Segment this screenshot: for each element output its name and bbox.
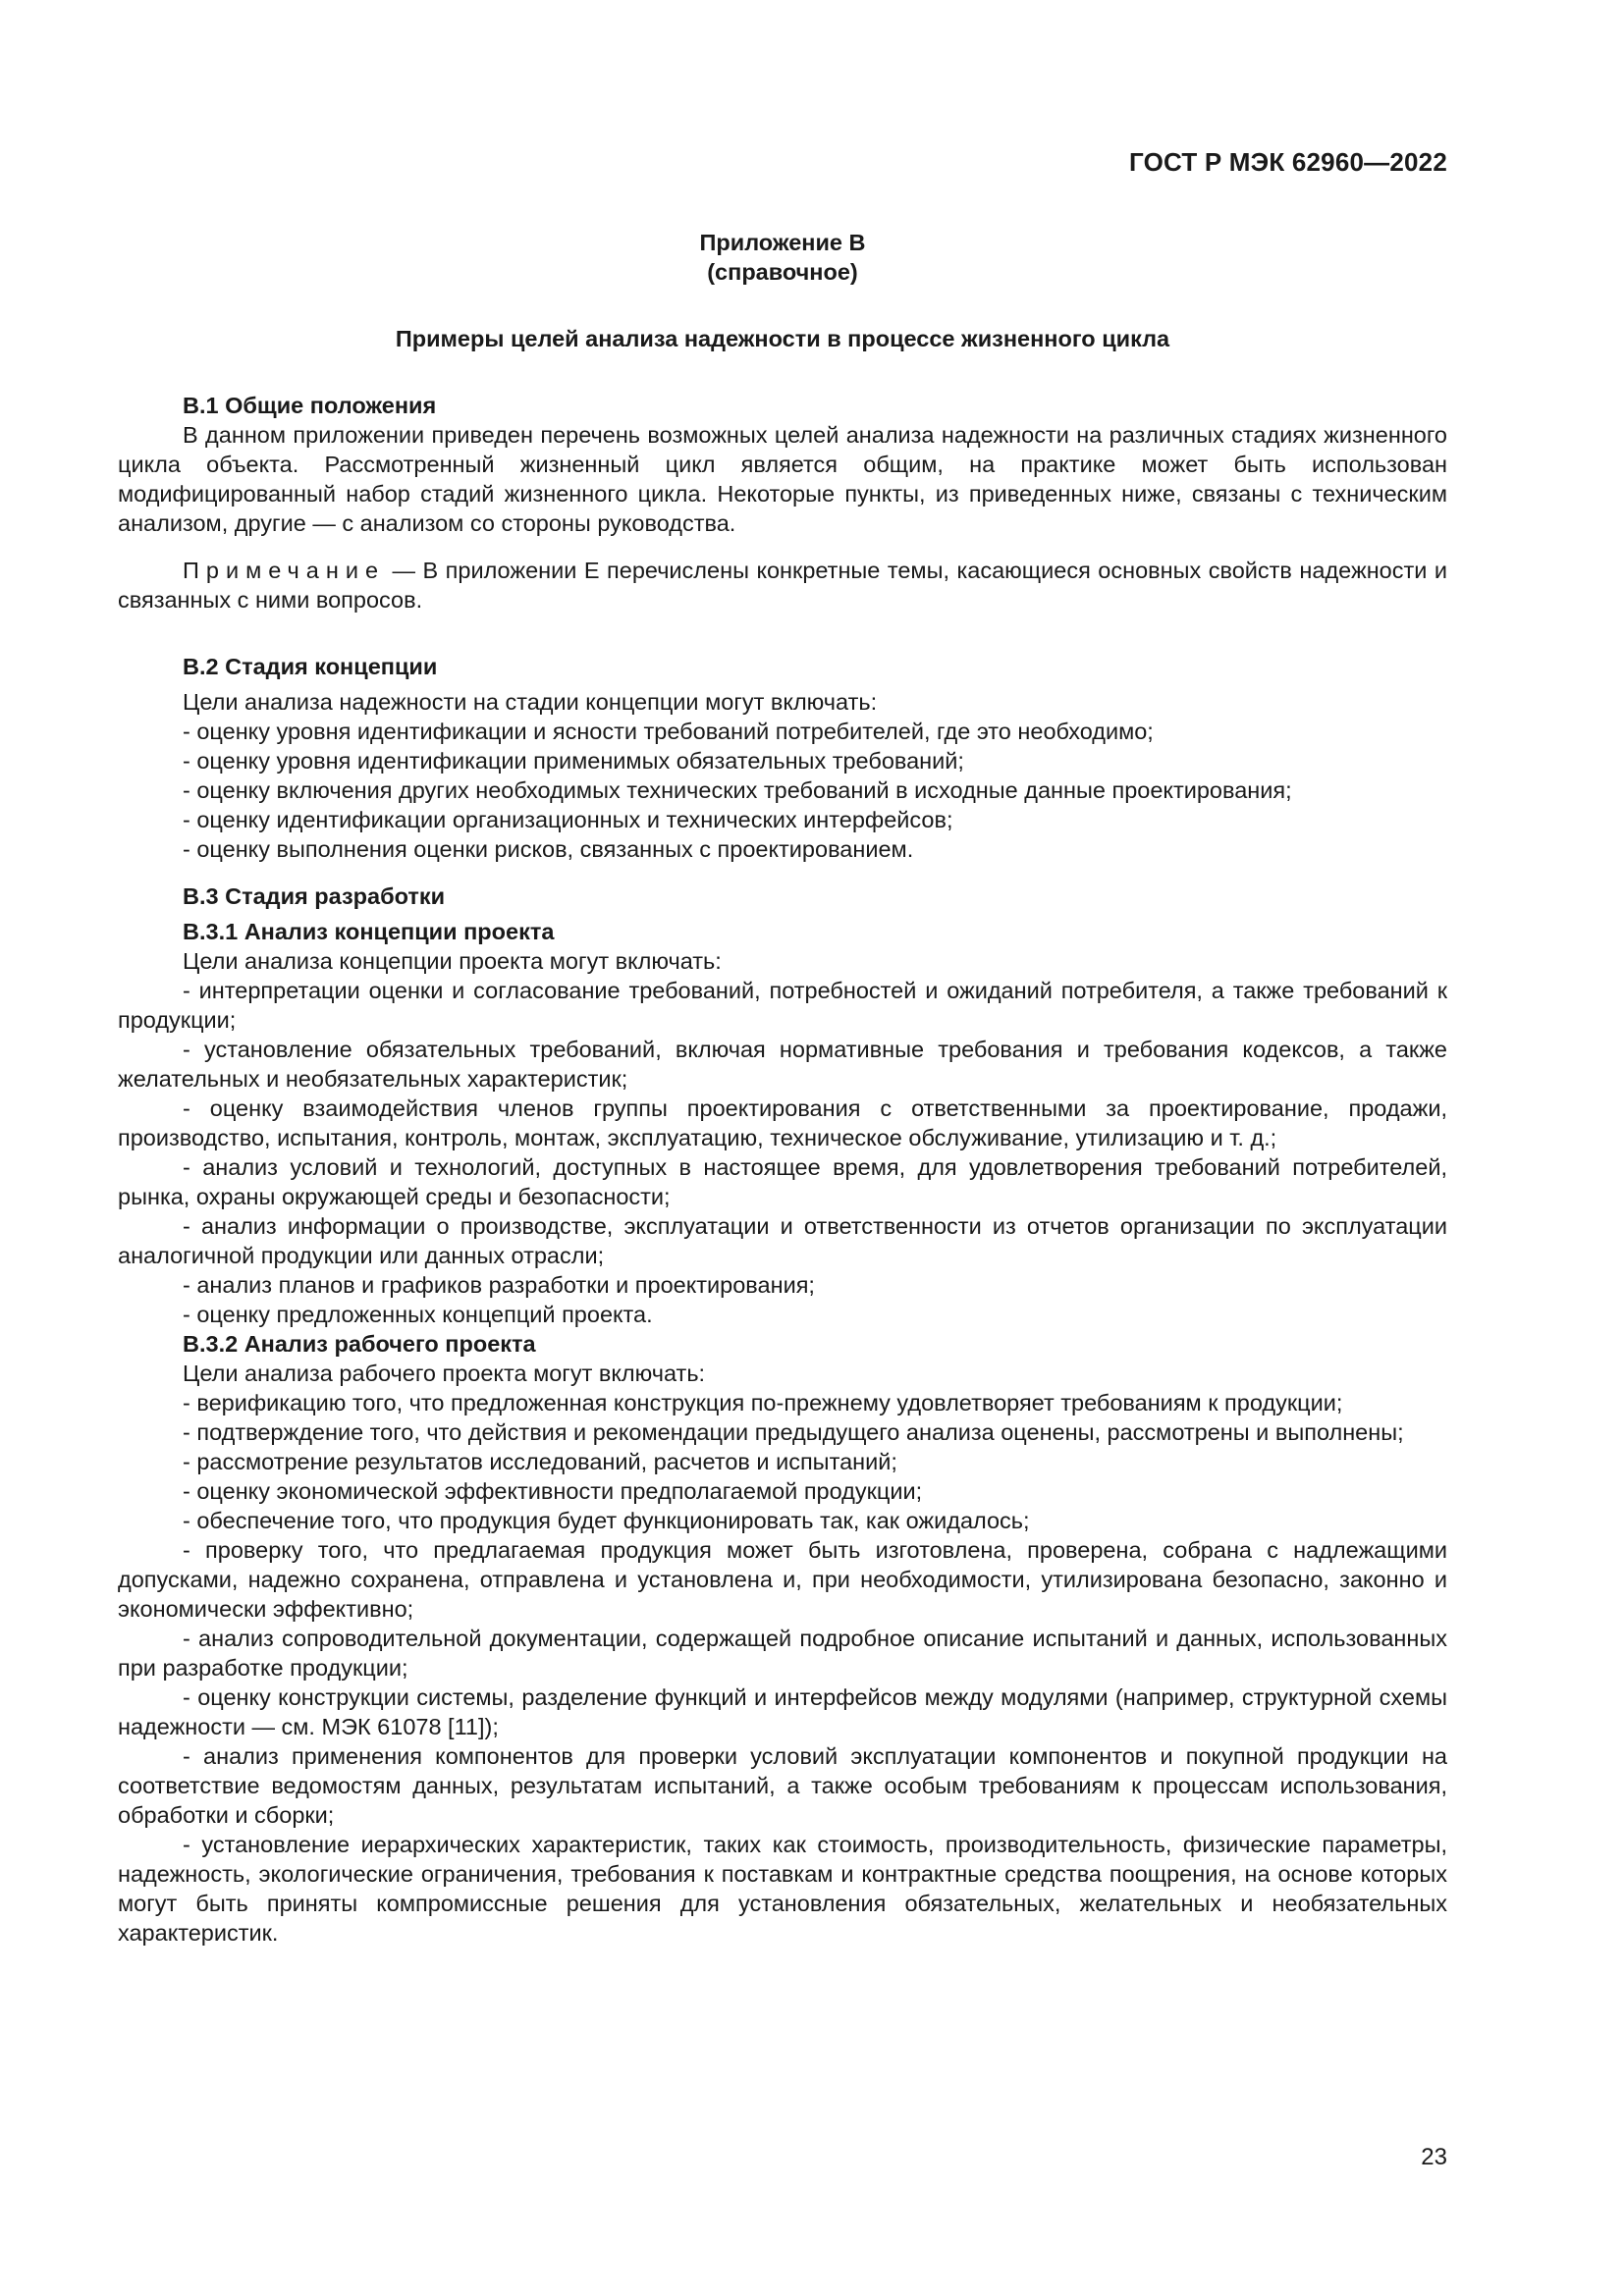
note-label: Примечание (183, 558, 386, 583)
section-b31-heading: В.3.1 Анализ концепции проекта (183, 919, 555, 944)
section-b2-heading: В.2 Стадия концепции (183, 654, 438, 679)
section-b2-intro: Цели анализа надежности на стадии концепции могут включать: (183, 689, 878, 715)
list-item: - проверку того, что предлагаемая продукция может быть изготовлена, проверена, собрана с надлежащими допусками, надежно сохранена, отправлена и установлена и, при необходимости, утилизирована безопасно, законно и экономически эффективно; (118, 1537, 1447, 1622)
list-item: - оценку конструкции системы, разделение функций и интерфейсов между модулями (например, структурной схемы надежности — см. МЭК 61078 [11]); (118, 1684, 1447, 1739)
list-item: - анализ применения компонентов для проверки условий эксплуатации компонентов и покупной продукции на соответствие ведомостям данных, результатам испытаний, а также особым требованиям к процессам использования, обработки и сборки; (118, 1743, 1447, 1828)
list-item: - оценку предложенных концепций проекта. (183, 1302, 653, 1327)
list-item: - оценку уровня идентификации и ясности требований потребителей, где это необходимо; (183, 719, 1154, 744)
list-item: - оценку выполнения оценки рисков, связанных с проектированием. (183, 836, 914, 862)
list-item: - подтверждение того, что действия и рекомендации предыдущего анализа оценены, рассмотрены и выполнены; (183, 1419, 1404, 1445)
appendix-heading: Примеры целей анализа надежности в процессе жизненного цикла (395, 326, 1170, 351)
section-b1-heading: В.1 Общие положения (183, 393, 437, 418)
appendix-type: (справочное) (707, 259, 858, 285)
list-item: - анализ условий и технологий, доступных в настоящее время, для удовлетворения требований потребителей, рынка, охраны окружающей среды и безопасности; (118, 1154, 1447, 1209)
list-item: - рассмотрение результатов исследований, расчетов и испытаний; (183, 1449, 897, 1474)
list-item: - оценку взаимодействия членов группы проектирования с ответственными за проектирование, продажи, производство, испытания, контроль, монтаж, эксплуатацию, техническое обслуживание, утилизацию и т. д.; (118, 1095, 1447, 1150)
section-b32-intro: Цели анализа рабочего проекта могут включать: (183, 1361, 706, 1386)
appendix-title: Приложение В (699, 230, 866, 255)
section-b32-heading: В.3.2 Анализ рабочего проекта (183, 1331, 536, 1357)
list-item: - анализ планов и графиков разработки и проектирования; (183, 1272, 815, 1298)
section-b1-paragraph: В данном приложении приведен перечень возможных целей анализа надежности на различных стадиях жизненного цикла объекта. Рассмотренный жизненный цикл является общим, на практике может быть использован модифицированный набор стадий жизненного цикла. Некоторые пункты, из приведенных ниже, связаны с техническим анализом, другие — с анализом со стороны руководства. (118, 422, 1447, 536)
list-item: - обеспечение того, что продукция будет функционировать так, как ожидалось; (183, 1508, 1030, 1533)
list-item: - установление иерархических характеристик, таких как стоимость, производительность, физические параметры, надежность, экологические ограничения, требования к поставкам и контрактные средства поощрения, на основе которых могут быть приняты компромиссные решения для установления обязательных, желательных и необязательных характеристик. (118, 1832, 1447, 1946)
document-id: ГОСТ Р МЭК 62960—2022 (1128, 147, 1447, 177)
list-item: - установление обязательных требований, включая нормативные требования и требования кодексов, а также желательных и необязательных характеристик; (118, 1037, 1447, 1092)
list-item: - анализ сопроводительной документации, содержащей подробное описание испытаний и данных, использованных при разработке продукции; (118, 1626, 1447, 1681)
list-item: - оценку включения других необходимых технических требований в исходные данные проектирования; (183, 777, 1292, 803)
list-item: - интерпретации оценки и согласование требований, потребностей и ожиданий потребителя, а также требований к продукции; (118, 978, 1447, 1033)
section-b3-heading: В.3 Стадия разработки (183, 883, 446, 909)
page-content (118, 228, 1447, 1948)
list-item: - оценку экономической эффективности предполагаемой продукции; (183, 1478, 923, 1504)
section-b31-intro: Цели анализа концепции проекта могут включать: (183, 948, 722, 974)
list-item: - верификацию того, что предложенная конструкция по-прежнему удовлетворяет требованиям к продукции; (183, 1390, 1343, 1415)
page-number: 23 (1421, 2144, 1447, 2170)
list-item: - оценку уровня идентификации применимых обязательных требований; (183, 748, 964, 774)
note-text: — В приложении Е перечислены конкретные темы, касающиеся основных свойств надежности и связанных с ними вопросов. (118, 558, 1447, 613)
list-item: - оценку идентификации организационных и технических интерфейсов; (183, 807, 953, 832)
section-b1-note (118, 556, 1447, 614)
list-item: - анализ информации о производстве, эксплуатации и ответственности из отчетов организации по эксплуатации аналогичной продукции или данных отрасли; (118, 1213, 1447, 1268)
